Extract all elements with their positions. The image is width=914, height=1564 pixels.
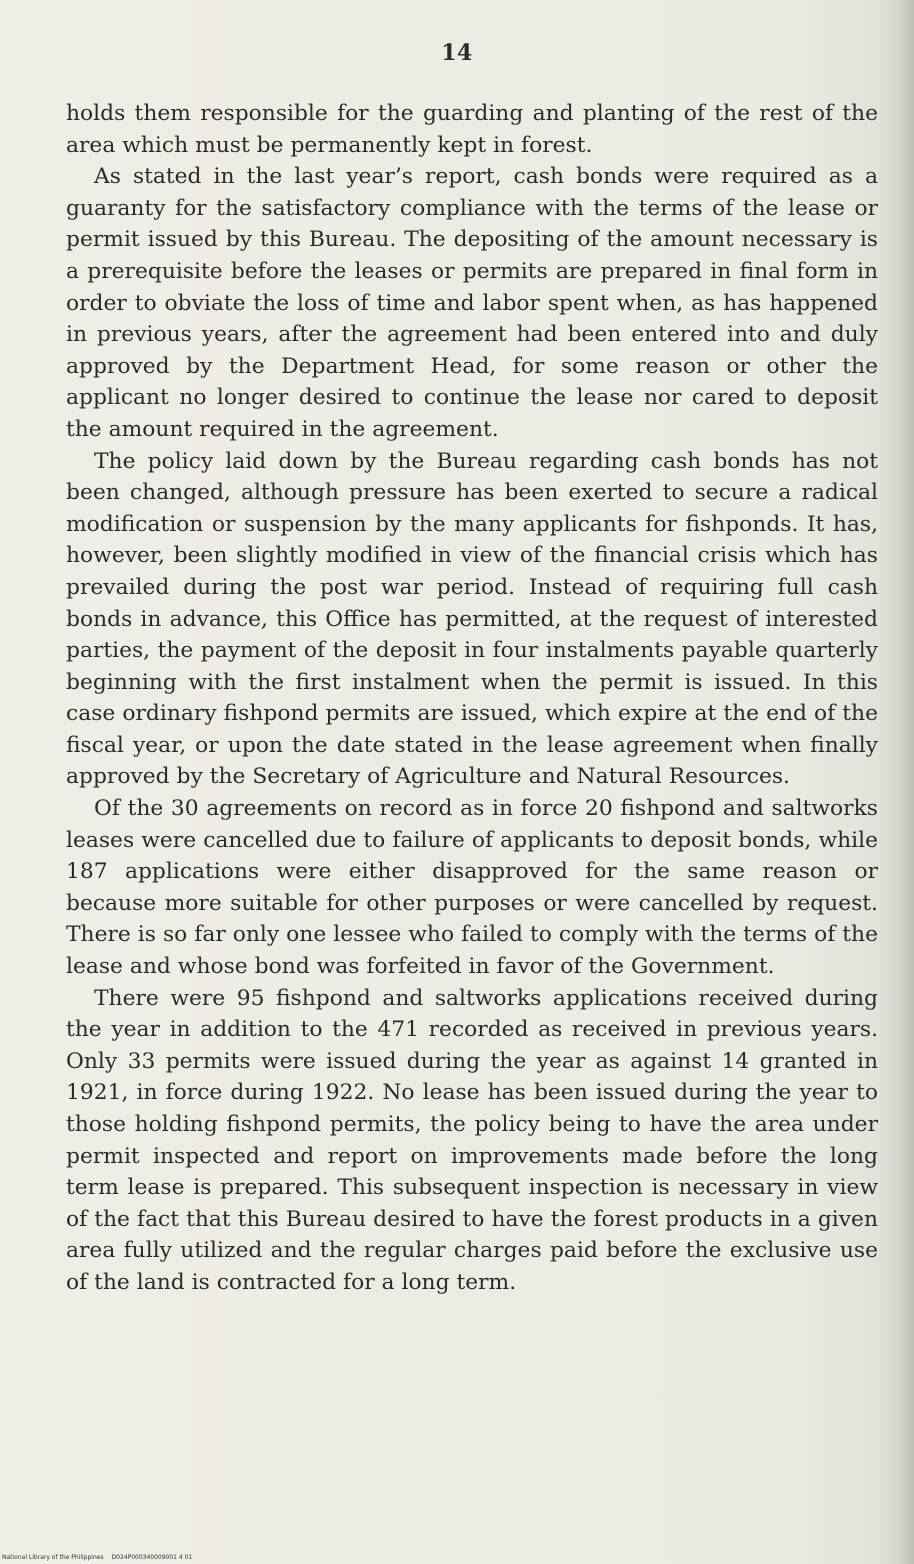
paragraph-cash-bonds: As stated in the last year’s report, cash bonds were required as a guaranty for the satisfactory compliance with the terms of the lease or permit issued by this Bureau. The depositing of the amount necessary is a prerequisite before the leases or permits are prepared in final form in order to obviate the loss of time and labor spent when, as has happened in previous years, after the agreement had been entered into and duly approved by the Department Head, for some reason or other the applicant no longer desired to continue the lease nor cared to deposit the amount required in the agreement. <box>66 164 878 442</box>
paragraph-applications: There were 95 fishpond and saltworks applications received during the year in addition to the 471 recorded as received in previous years. Only 33 permits were issued during the year as against 14 granted in 1921, in force during 1922. No lease has been issued during the year to those holding fishpond permits, the policy being to have the area under permit inspected and report on improvements made before the long term lease is prepared. This subsequent inspection is necessary in view of the fact that this Bureau desired to have the forest products in a given area fully utilized and the regular charges paid before the exclusive use of the land is contracted for a long term. <box>66 985 878 1295</box>
paragraph-agreements: Of the 30 agreements on record as in force 20 fishpond and saltworks leases were cancelled due to failure of applicants to deposit bonds, while 187 applications were either disapproved for the same reason or because more suitable for other purposes or were cancelled by request. There is so far only one lessee who failed to comply with the terms of the lease and whose bond was forfeited in favor of the Government. <box>66 796 878 980</box>
paragraph-bureau-policy: The policy laid down by the Bureau regarding cash bonds has not been changed, although pressure has been exerted to secure a radical modification or suspension by the many applicants for fishponds. It has, however, been slightly modified in view of the financial crisis which has prevailed during the post war period. Instead of requiring full cash bonds in advance, this Office has permitted, at the request of interested parties, the payment of the deposit in four instalments payable quarterly beginning with the first instalment when the permit is issued. In this case ordinary fishpond permits are issued, which expire at the end of the fiscal year, or upon the date stated in the lease agreement when finally approved by the Secretary of Agriculture and Natural Resources. <box>66 448 878 790</box>
body-text <box>66 98 878 1299</box>
footer-library: National Library of the Philippines <box>2 1554 104 1561</box>
scan-footer <box>2 1554 192 1561</box>
page-edge-shadow <box>896 0 914 1564</box>
footer-code: D024P000340009001 4 01 <box>111 1554 193 1561</box>
paragraph-continued: holds them responsible for the guarding and planting of the rest of the area which must be permanently kept in forest. <box>66 101 878 158</box>
page-number: 14 <box>441 40 473 66</box>
